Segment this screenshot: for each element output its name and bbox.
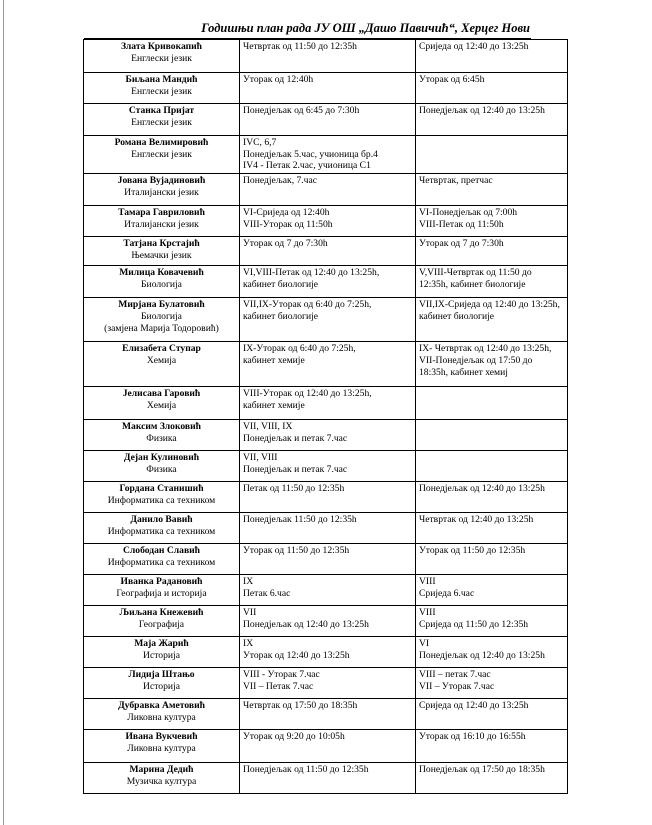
table-row [84,174,568,206]
slot-text: Петак 6.час [243,587,291,599]
consultation-slot-1 [240,730,416,763]
consultation-slot-1 [240,298,416,342]
consultation-slot-1 [240,513,416,544]
slot-text: VII [243,607,257,619]
table-row [84,136,568,174]
teacher-cell [84,763,240,794]
consultation-slot-2 [416,174,568,206]
slot-text: VII – Петак 7.час [243,680,314,692]
subject-label: Историја [143,649,180,661]
teacher-cell [84,699,240,730]
consultation-slot-1 [240,104,416,136]
teacher-name: Гордана Станишић [119,483,204,495]
subject-label: Енглески језик [131,52,192,64]
slot-text: кабинет биологије [419,310,495,322]
teacher-cell [84,575,240,606]
slot-text: VI-Сриједа од 12:40h [243,207,330,219]
consultation-slot-1 [240,575,416,606]
consultation-slot-2 [416,342,568,387]
slot-text: Уторак од 7 до 7:30h [243,238,328,250]
table-row [84,544,568,575]
teacher-cell [84,73,240,104]
consultation-slot-1 [240,136,416,174]
consultation-schedule-table [83,39,568,794]
subject-label: Ликовна култура [127,742,196,754]
slot-text: Понедјељак и петак 7.час [243,463,348,475]
slot-text: Уторак од 16:10 до 16:55h [419,731,526,743]
subject-label: Италијански језик [124,186,199,198]
teacher-cell [84,668,240,699]
subject-label: Хемија [146,399,177,411]
slot-text: V,VIII-Четвртак од 11:50 до [419,267,532,279]
consultation-slot-2 [416,136,568,174]
subject-label: Историја [143,680,180,692]
slot-text: VIII-Уторак од 12:40 до 13:25h, [243,388,372,400]
consultation-slot-1 [240,420,416,451]
slot-text: Четвртак од 11:50 до 12:35h [243,41,357,52]
slot-text: Четвртак од 12:40 до 13:25h [419,514,534,526]
table-row [84,513,568,544]
consultation-slot-2 [416,730,568,763]
subject-label: (замјена Марија Тодоровић) [104,322,219,334]
slot-text: VIII [419,576,436,588]
slot-text: Уторак од 9:20 до 10:05h [243,731,345,743]
teacher-name: Елизабета Ступар [122,343,201,355]
teacher-name: Љиљана Кнежевић [119,607,204,619]
slot-text: Уторак од 11:50 до 12:35h [243,545,350,557]
page-header: Годишњи план рада ЈУ ОШ „Дашо Павичић“, Херцег Нови [201,21,530,35]
subject-label: Информатика са техником [107,556,216,568]
consultation-slot-2 [416,73,568,104]
slot-text: Сриједа од 12:40 до 13:25h [419,41,529,52]
table-row [84,206,568,237]
teacher-cell [84,606,240,637]
consultation-slot-1 [240,73,416,104]
consultation-slot-2 [416,544,568,575]
consultation-slot-1 [240,237,416,266]
slot-text: Понедјељак, 7.час [243,175,318,187]
consultation-slot-1 [240,387,416,420]
subject-label: Географија и историја [116,587,207,599]
teacher-cell [84,266,240,298]
slot-text: кабинет биологије [243,278,319,290]
table-row [84,575,568,606]
slot-text: Уторак од 12:40 до 13:25h [243,649,350,661]
slot-text: Понедјељак од 12:40 до 13:25h [419,483,545,495]
table-row [84,730,568,763]
consultation-slot-2 [416,420,568,451]
teacher-cell [84,451,240,482]
consultation-slot-1 [240,266,416,298]
slot-text: Понедјељак и петак 7.час [243,432,348,444]
slot-text: Петак од 11:50 до 12:35h [243,483,345,495]
teacher-name: Мирјана Булатовић [118,299,205,311]
table-row [84,637,568,668]
consultation-slot-2 [416,699,568,730]
slot-text: VI,VIII-Петак од 12:40 до 13:25h, [243,267,380,279]
subject-label: Енглески језик [131,148,192,160]
teacher-name: Дубравка Аметовић [118,700,205,712]
teacher-cell [84,544,240,575]
slot-text: Сриједа од 12:40 до 13:25h [419,700,529,712]
subject-label: Географија [138,618,185,630]
page-edge-line [3,0,4,825]
teacher-cell [84,40,240,73]
teacher-name: Татјана Крстајић [123,238,200,250]
teacher-name: Данило Вавић [130,514,193,526]
slot-text: VIII - Уторак 7.час [243,669,320,681]
subject-label: Италијански језик [124,218,199,230]
slot-text: кабинет хемије [243,399,305,411]
table-row [84,606,568,637]
slot-text: IX- Четвртак од 12:40 до 13:25h, [419,343,552,355]
consultation-slot-1 [240,342,416,387]
slot-text: Понедјељак 5.час, учионица бр.4 [243,148,378,160]
consultation-slot-1 [240,606,416,637]
slot-text: Уторак од 12:40h [243,74,314,85]
teacher-name: Јована Вујадиновић [117,175,206,187]
teacher-name: Ивана Вукчевић [125,731,198,743]
slot-text: VII-Понедјељак од 17:50 до [419,354,533,366]
slot-text: IX [243,638,254,650]
subject-label: Енглески језик [131,116,192,128]
consultation-slot-2 [416,266,568,298]
slot-text: VI-Понедјељак од 7:00h [419,207,518,219]
consultation-slot-1 [240,174,416,206]
consultation-slot-1 [240,668,416,699]
consultation-slot-2 [416,387,568,420]
slot-text: VII, VIII, IX [243,421,293,433]
teacher-cell [84,420,240,451]
slot-text: IX [243,576,254,588]
teacher-cell [84,237,240,266]
consultation-slot-2 [416,575,568,606]
teacher-cell [84,342,240,387]
consultation-slot-2 [416,606,568,637]
teacher-name: Слободан Славић [122,545,201,557]
table-row [84,387,568,420]
slot-text: VIII-Петак од 11:50h [419,218,504,230]
teacher-name: Маја Жарић [134,638,189,650]
teacher-cell [84,298,240,342]
slot-text: VIII [419,607,436,619]
teacher-cell [84,387,240,420]
slot-text: Понедјељак од 12:40 до 13:25h [243,618,369,630]
teacher-name: Злата Кривокапић [120,41,203,52]
slot-text: Сриједа 6.час [419,587,475,599]
slot-text: Понедјељак од 6:45 до 7:30h [243,105,360,116]
table-row [84,266,568,298]
table-row [84,73,568,104]
consultation-slot-2 [416,763,568,794]
teacher-cell [84,136,240,174]
slot-text: Понедјељак од 11:50 до 12:35h [243,764,369,776]
slot-text: Понедјељак од 17:50 до 18:35h [419,764,545,776]
table-row [84,451,568,482]
slot-text: Понедјељак 11:50 до 12:35h [243,514,357,526]
slot-text: кабинет хемије [243,354,305,366]
teacher-cell [84,104,240,136]
slot-text: Сриједа од 11:50 до 12:35h [419,618,529,630]
table-row [84,342,568,387]
subject-label: Биологија [141,310,182,322]
slot-text: Уторак од 11:50 до 12:35h [419,545,526,557]
subject-label: Ликовна култура [127,711,196,723]
teacher-name: Лидија Штањо [128,669,195,681]
teacher-cell [84,482,240,513]
teacher-cell [84,637,240,668]
slot-text: Понедјељак од 12:40 до 13:25h [419,105,545,116]
consultation-slot-1 [240,206,416,237]
subject-label: Информатика са техником [107,494,216,506]
slot-text: VII,IX-Уторак од 6:40 до 7:25h, [243,299,372,311]
subject-label: Физика [146,463,177,475]
slot-text: VIII-Уторак од 11:50h [243,218,333,230]
consultation-slot-2 [416,237,568,266]
slot-text: VII,IX-Сриједа од 12:40 до 13:25h, [419,299,560,311]
table-row [84,40,568,73]
teacher-name: Станка Пријат [128,105,195,116]
slot-text: VIII – петак 7.час [419,669,491,681]
slot-text: Понедјељак од 12:40 до 13:25h [419,649,545,661]
slot-text: VII, VIII [243,452,278,464]
teacher-name: Тамара Гавриловић [118,207,205,219]
teacher-cell [84,174,240,206]
subject-label: Хемија [146,354,177,366]
slot-text: кабинет биологије [243,310,319,322]
consultation-slot-2 [416,668,568,699]
schedule-body [84,40,568,794]
slot-text: Четвртак од 17:50 до 18:35h [243,700,358,712]
consultation-slot-1 [240,451,416,482]
teacher-name: Дејан Кулиновић [123,452,200,464]
slot-text: Уторак од 6:45h [419,74,485,85]
subject-label: Музичка култура [126,775,197,787]
table-row [84,420,568,451]
subject-label: Информатика са техником [107,525,216,537]
teacher-name: Милица Ковачевић [119,267,204,279]
subject-label: Енглески језик [131,85,192,97]
consultation-slot-1 [240,40,416,73]
consultation-slot-1 [240,763,416,794]
table-row [84,668,568,699]
consultation-slot-2 [416,206,568,237]
consultation-slot-2 [416,40,568,73]
slot-text: 12:35h, кабинет биологије [419,278,526,290]
slot-text: 18:35h, кабинет хемиј [419,366,508,378]
slot-text: IX-Уторак од 6:40 до 7:25h, [243,343,356,355]
slot-text: IVC, 6,7 [243,137,277,148]
teacher-name: Максим Злоковић [122,421,201,433]
slot-text: VI [419,638,430,650]
teacher-cell [84,513,240,544]
teacher-name: Иванка Радановић [120,576,203,588]
consultation-slot-2 [416,513,568,544]
teacher-cell [84,730,240,763]
table-row [84,763,568,794]
table-row [84,298,568,342]
teacher-name: Марина Дедић [129,764,194,776]
table-row [84,104,568,136]
consultation-slot-2 [416,104,568,136]
consultation-slot-2 [416,637,568,668]
table-row [84,699,568,730]
consultation-slot-2 [416,482,568,513]
slot-text: IV4 - Петак 2.час, учионица С1 [243,160,371,172]
consultation-slot-1 [240,544,416,575]
table-row [84,237,568,266]
consultation-slot-1 [240,482,416,513]
teacher-cell [84,206,240,237]
teacher-name: Јелисава Гаровић [122,388,201,400]
slot-text: Уторак од 7 до 7:30h [419,238,504,250]
subject-label: Биологија [141,278,182,290]
consultation-slot-2 [416,298,568,342]
teacher-name: Биљана Мандић [125,74,198,85]
consultation-slot-2 [416,451,568,482]
consultation-slot-1 [240,699,416,730]
slot-text: VII – Уторак 7.час [419,680,495,692]
consultation-slot-1 [240,637,416,668]
table-row [84,482,568,513]
teacher-name: Романа Велимировић [114,137,209,148]
subject-label: Физика [146,432,177,444]
slot-text: Четвртак, претчас [419,175,493,187]
subject-label: Њемачки језик [131,249,192,261]
